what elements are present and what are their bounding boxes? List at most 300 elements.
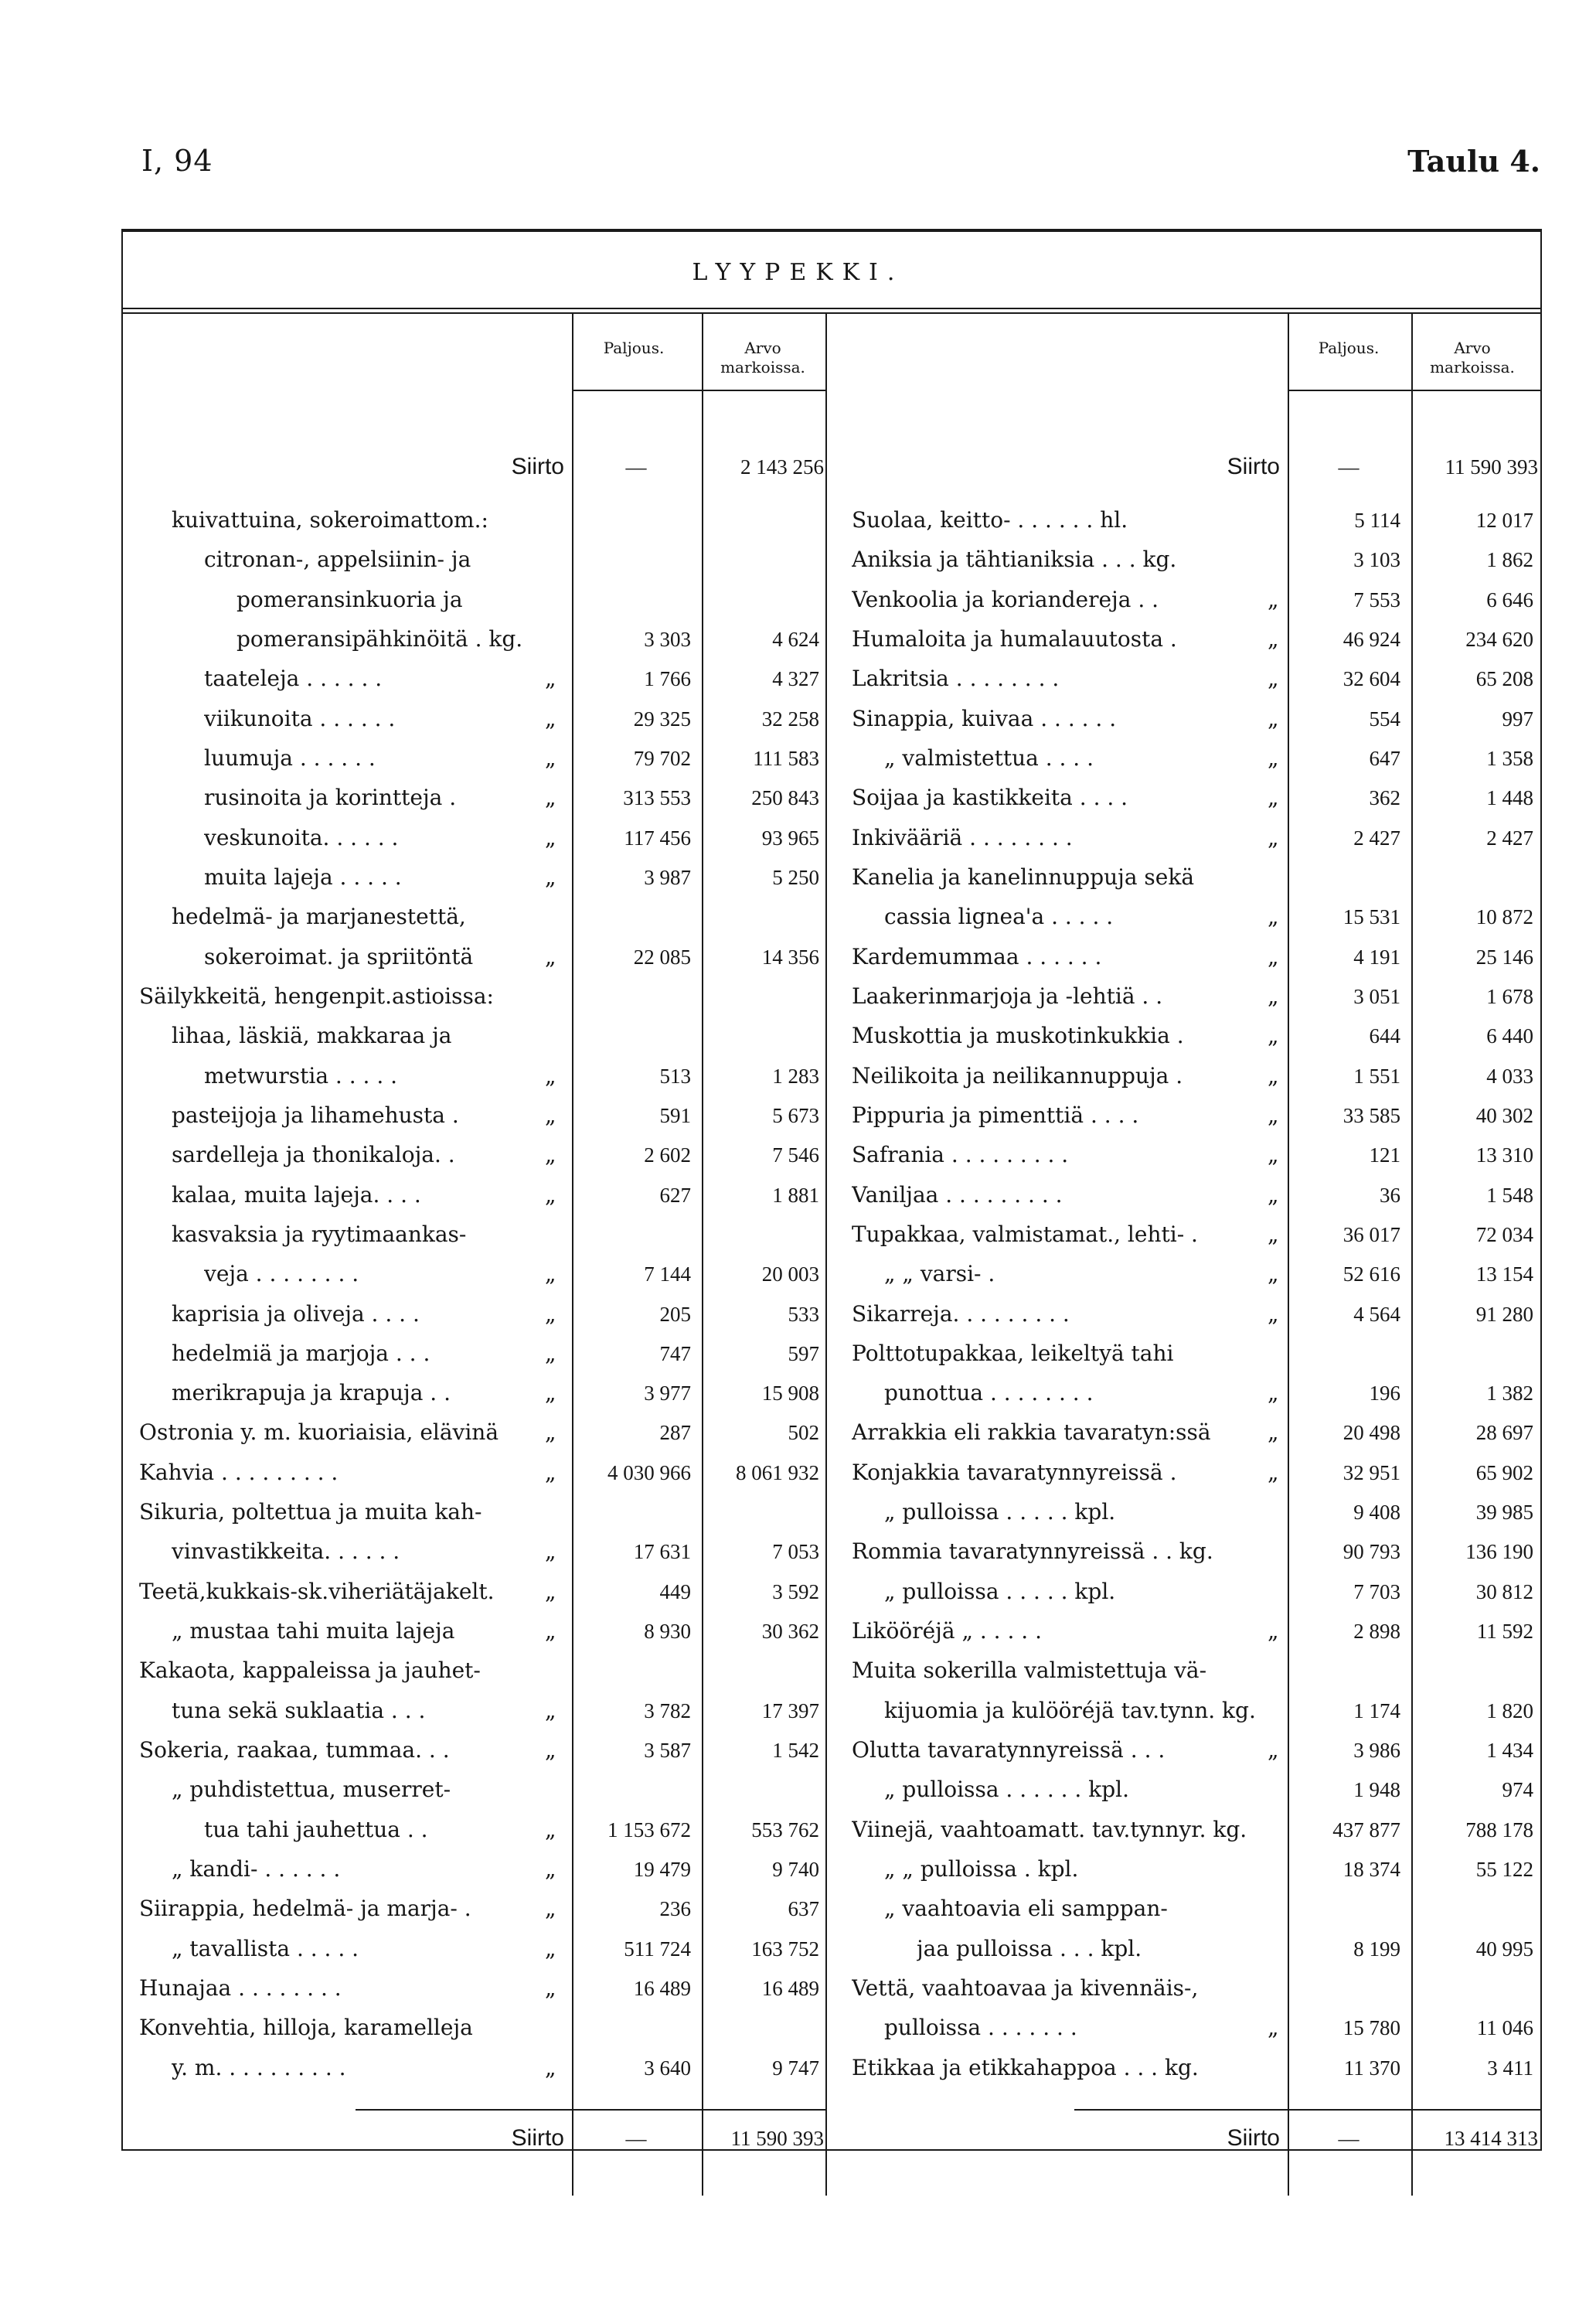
value-cell: 1 548 [1486,1184,1533,1207]
item-label: Teetä,kukkais-sk.viheriätäjakelt. [139,1579,495,1604]
item-label: Polttotupakkaa, leikeltyä tahi [852,1341,1174,1366]
quantity-cell: 362 [1369,786,1400,809]
unit-mark: „ [1268,1261,1279,1286]
value-cell: 1 678 [1486,985,1533,1008]
value-cell: 3 411 [1487,2056,1533,2080]
value-cell: 502 [788,1421,819,1444]
quantity-cell: 17 631 [633,1540,691,1563]
unit-mark: „ [545,785,556,810]
quantity-cell: 121 [1369,1143,1400,1167]
value-cell: 20 003 [761,1262,819,1286]
quantity-cell: 18 374 [1342,1858,1400,1881]
unit-mark: „ [545,706,556,731]
unit-mark: „ [545,1579,556,1604]
item-label: Lakritsia . . . . . . . . [852,666,1060,691]
quantity-cell: 2 427 [1353,826,1400,850]
quantity-cell: 22 085 [633,945,691,969]
unit-mark: „ [545,864,556,890]
value-cell: 1 382 [1486,1382,1533,1405]
value-cell: 250 843 [751,786,819,809]
carry-out-label: Siirto [1227,2125,1280,2151]
item-label: kuivattuina, sokeroimattom.: [172,507,488,533]
quantity-cell: 4 191 [1353,945,1400,969]
value-cell: 4 327 [772,667,819,690]
quantity-cell: 32 604 [1342,667,1400,690]
quantity-cell: 313 553 [623,786,691,809]
right-table-row [0,1611,1596,1651]
quantity-cell: 3 051 [1353,985,1400,1008]
quantity-cell: 5 114 [1354,509,1400,532]
value-cell: 16 489 [761,1977,819,2000]
right-table-row [0,699,1596,739]
quantity-cell: 36 017 [1342,1223,1400,1246]
item-label: Vaniljaa . . . . . . . . . [852,1182,1063,1208]
right-table-row [0,1056,1596,1096]
item-label: „ pulloissa . . . . . kpl. [884,1579,1116,1604]
value-cell: 997 [1502,707,1533,731]
quantity-cell: 29 325 [633,707,691,731]
right-carry-in-row [0,447,1596,487]
item-label: kijuomia ja kulööréjä tav.tynn. kg. [884,1698,1256,1723]
item-label: hedelmiä ja marjoja . . . [172,1341,430,1366]
value-cell: 533 [788,1303,819,1326]
quantity-cell: 3 977 [644,1382,691,1405]
value-cell: 11 592 [1476,1620,1533,1643]
quantity-cell: 3 987 [644,866,691,889]
unit-mark: „ [545,2055,556,2080]
item-label: muita lajeja . . . . . [204,864,402,890]
right-table-row [0,1453,1596,1493]
value-cell: 30 812 [1475,1580,1533,1603]
value-cell: 11 046 [1476,2016,1533,2039]
value-cell: 597 [788,1342,819,1365]
quantity-cell: 1 766 [644,667,691,690]
quantity-cell: 7 703 [1353,1580,1400,1603]
quantity-cell: 52 616 [1342,1262,1400,1286]
quantity-cell: 7 144 [644,1262,691,1286]
value-cell: 12 017 [1475,509,1533,532]
value-cell: 93 965 [761,826,819,850]
item-label: jaa pulloissa . . . kpl. [917,1936,1142,1961]
carry-in-label: Siirto [1227,454,1280,479]
value-cell: 1 862 [1486,548,1533,571]
quantity-cell: 7 553 [1353,588,1400,612]
item-label: Kakaota, kappaleissa ja jauhet- [139,1658,481,1683]
item-label: Neilikoita ja neilikannuppuja . [852,1063,1183,1089]
unit-mark: „ [545,1419,556,1445]
carry-in-label: Siirto [511,454,564,479]
item-label: Kardemummaa . . . . . . [852,944,1102,969]
right-table-row [0,1691,1596,1731]
item-label: luumuja . . . . . . [204,745,376,771]
item-label: veja . . . . . . . . [204,1261,359,1286]
item-label: Venkoolia ja korianderejа . . [852,587,1159,612]
left-value-header: Arvo markoissa. [720,339,805,376]
value-cell: 1 881 [772,1184,819,1207]
unit-mark: „ [1268,1063,1279,1089]
unit-mark: „ [545,1856,556,1882]
quantity-cell: 554 [1369,707,1400,731]
right-table-row [0,2048,1596,2088]
value-cell: 14 356 [761,945,819,969]
right-table-row [0,937,1596,977]
unit-mark: „ [545,1698,556,1723]
right-table-row [0,738,1596,779]
right-table-row [0,1215,1596,1255]
unit-mark: „ [1268,1182,1279,1208]
value-cell: 1 448 [1486,786,1533,809]
value-cell: 1 820 [1486,1699,1533,1722]
right-table-row [0,818,1596,858]
unit-mark: „ [1268,1023,1279,1048]
value-cell: 2 427 [1486,826,1533,850]
value-cell: 30 362 [761,1620,819,1643]
table-title: LYYPEKKI. [692,259,904,286]
value-cell: 55 122 [1475,1858,1533,1881]
unit-mark: „ [545,1063,556,1089]
value-cell: 553 762 [751,1818,819,1842]
unit-mark: „ [1268,944,1279,969]
unit-mark: „ [545,1102,556,1128]
value-cell: 13 154 [1475,1262,1533,1286]
item-label: cassia lignea'a . . . . . [884,904,1114,929]
quantity-cell: 90 793 [1342,1540,1400,1563]
right-table-row [0,659,1596,699]
right-table-row [0,1572,1596,1612]
unit-mark: „ [545,1341,556,1366]
quantity-cell: 1 153 672 [607,1818,691,1842]
item-label: Sokeria, raakaa, tummaa. . . [139,1737,450,1763]
unit-mark: „ [545,944,556,969]
right-table-row [0,1294,1596,1334]
quantity-cell: 3 986 [1353,1739,1400,1762]
item-label: „ „ varsi- . [884,1261,995,1286]
right-table-row [0,1334,1596,1374]
right-table-row [0,897,1596,937]
unit-mark: „ [545,1261,556,1286]
value-cell: 788 178 [1465,1818,1533,1842]
unit-mark: „ [1268,1419,1279,1445]
unit-mark: „ [1268,904,1279,929]
item-label: Rommia tavaratynnyreissä . . kg. [852,1538,1213,1564]
item-label: „ puhdistettua, muserret- [172,1777,451,1802]
unit-mark: „ [545,745,556,771]
value-cell: 234 620 [1465,628,1533,651]
item-label: Laakerinmarjoja ja -lehtiä . . [852,983,1163,1009]
item-label: vinvastikkeita. . . . . . [172,1538,400,1564]
item-label: „ vaahtoavia eli samppan- [884,1896,1168,1921]
item-label: hedelmä- ja marjanestettä, [172,904,466,929]
unit-mark: „ [1268,1618,1279,1644]
value-cell: 91 280 [1475,1303,1533,1326]
item-label: „ kandi- . . . . . . [172,1856,341,1882]
quantity-cell: 287 [659,1421,691,1444]
quantity-cell: 15 531 [1342,905,1400,928]
quantity-cell: 8 199 [1353,1937,1400,1961]
right-table-row [0,1929,1596,1969]
item-label: viikunoita . . . . . . [204,706,396,731]
unit-mark: „ [545,666,556,691]
item-label: Safrania . . . . . . . . . [852,1142,1069,1167]
value-cell: 6 646 [1486,588,1533,612]
unit-mark: „ [545,1380,556,1405]
value-cell: 15 908 [761,1382,819,1405]
value-cell: 4 033 [1486,1065,1533,1088]
value-cell: 9 740 [772,1858,819,1881]
quantity-cell: 2 898 [1353,1620,1400,1643]
item-label: Kahvia . . . . . . . . . [139,1460,339,1485]
quantity-cell: 2 602 [644,1143,691,1167]
unit-mark: „ [545,1737,556,1763]
value-cell: 7 546 [772,1143,819,1167]
right-table-row [0,1175,1596,1215]
item-label: Kanelia ja kanelinnuppuja sekä [852,864,1195,890]
right-table-row [0,580,1596,620]
quantity-cell: 747 [659,1342,691,1365]
quantity-cell: 33 585 [1342,1104,1400,1127]
unit-mark: „ [545,1538,556,1564]
value-cell: 8 061 932 [736,1461,819,1484]
value-cell: 7 053 [772,1540,819,1563]
value-cell: 28 697 [1475,1421,1533,1444]
quantity-cell: 117 456 [624,826,691,850]
right-table-row [0,1770,1596,1810]
item-label: tuna sekä suklaatia . . . [172,1698,426,1723]
right-table-row [0,1651,1596,1691]
quantity-cell: 3 103 [1353,548,1400,571]
value-cell: 4 624 [772,628,819,651]
right-table-row [0,1810,1596,1850]
item-label: tua tahi jauhettua . . [204,1817,428,1842]
value-cell: 72 034 [1475,1223,1533,1246]
right-table-row [0,1531,1596,1572]
item-label: „ tavallista . . . . . [172,1936,359,1961]
quantity-cell: 36 [1380,1184,1400,1207]
quantity-cell: 3 303 [644,628,691,651]
quantity-cell: 196 [1369,1382,1400,1405]
quantity-cell: 46 924 [1342,628,1400,651]
item-label: Muskottia ja muskotinkukkia . [852,1023,1184,1048]
item-label: Konvehtia, hilloja, karamelleja [139,2015,473,2040]
quantity-cell: 19 479 [633,1858,691,1881]
unit-mark: „ [1268,983,1279,1009]
value-cell: 1 283 [772,1065,819,1088]
item-label: Konjakkia tavaratynnyreissä . [852,1460,1177,1485]
quantity-cell: 1 551 [1353,1065,1400,1088]
quantity-cell: 1 174 [1353,1699,1400,1722]
quantity-cell: 3 782 [644,1699,691,1722]
quantity-cell: 20 498 [1342,1421,1400,1444]
unit-mark: „ [545,1182,556,1208]
unit-mark: „ [545,1896,556,1921]
right-value-header: Arvo markoissa. [1430,339,1515,376]
quantity-cell: 205 [659,1303,691,1326]
item-label: Etikkaa ja etikkahappoa . . . kg. [852,2055,1199,2080]
item-label: merikrapuja ja krapuja . . [172,1380,451,1405]
quantity-cell: 4 030 966 [607,1461,691,1484]
value-cell: 136 190 [1465,1540,1533,1563]
right-table-row [0,1373,1596,1413]
quantity-cell: 15 780 [1342,2016,1400,2039]
quantity-cell: 449 [659,1580,691,1603]
item-label: „ „ pulloissa . kpl. [884,1856,1079,1882]
unit-mark: „ [545,1301,556,1327]
quantity-cell: 236 [659,1897,691,1920]
right-table-row [0,1492,1596,1532]
item-label: sardelleja ja thonikaloja. . [172,1142,455,1167]
item-label: Muita sokerilla valmistettuja vä- [852,1658,1207,1683]
unit-mark: „ [1268,1460,1279,1485]
item-label: lihaa, läskiä, makkaraa ja [172,1023,452,1048]
item-label: pasteijoja ja lihamehusta . [172,1102,459,1128]
quantity-cell: 16 489 [633,1977,691,2000]
unit-mark: „ [1268,785,1279,810]
carry-out-quantity: — [625,2127,647,2150]
right-table-row [0,1135,1596,1175]
value-cell: 3 592 [772,1580,819,1603]
item-label: Sikuria, poltettua ja muita kah- [139,1499,482,1525]
quantity-cell: 8 930 [644,1620,691,1643]
carry-in-quantity: — [625,455,647,479]
item-label: Sinappia, kuivaa . . . . . . [852,706,1117,731]
carry-out-value: 11 590 393 [730,2127,824,2150]
item-label: Pippuria ja pimenttiä . . . . [852,1102,1139,1128]
unit-mark: „ [1268,1380,1279,1405]
value-cell: 13 310 [1475,1143,1533,1167]
unit-mark: „ [545,1817,556,1842]
value-cell: 5 250 [772,866,819,889]
quantity-cell: 627 [659,1184,691,1207]
unit-mark: „ [545,1936,556,1961]
value-cell: 637 [788,1897,819,1920]
right-table-row [0,778,1596,818]
value-cell: 17 397 [761,1699,819,1722]
quantity-cell: 32 951 [1342,1461,1400,1484]
unit-mark: „ [1268,1737,1279,1763]
page-number: I, 94 [141,144,213,178]
item-label: „ mustaa tahi muita lajeja [172,1618,455,1644]
right-table-row [0,1968,1596,2008]
right-table-row [0,1730,1596,1770]
right-carry-out-row [0,2118,1596,2158]
right-quantity-header: Paljous. [1318,339,1380,357]
item-label: „ valmistettua . . . . [884,745,1094,771]
item-label: Inkivääriä . . . . . . . . [852,825,1073,850]
right-table-row [0,619,1596,659]
item-label: Arrakkia eli rakkia tavaratyn:ssä [852,1419,1211,1445]
right-table-row [0,1016,1596,1056]
quantity-cell: 11 370 [1343,2056,1400,2080]
quantity-cell: 1 948 [1353,1778,1400,1801]
carry-out-quantity: — [1338,2127,1359,2150]
unit-mark: „ [1268,706,1279,731]
unit-mark: „ [545,1975,556,2001]
value-cell: 111 583 [753,747,819,770]
right-table-row [0,1254,1596,1294]
unit-mark: „ [1268,2015,1279,2040]
quantity-cell: 644 [1369,1024,1400,1048]
value-cell: 9 747 [772,2056,819,2080]
unit-mark: „ [1268,626,1279,652]
value-cell: 974 [1502,1778,1533,1801]
value-cell: 25 146 [1475,945,1533,969]
unit-mark: „ [545,1142,556,1167]
quantity-cell: 437 877 [1332,1818,1400,1842]
value-cell: 39 985 [1475,1501,1533,1524]
item-label: kaprisia ja oliveja . . . . [172,1301,420,1327]
value-cell: 10 872 [1475,905,1533,928]
item-label: Likööréjä „ . . . . . [852,1618,1042,1644]
unit-mark: „ [1268,1221,1279,1247]
unit-mark: „ [1268,1301,1279,1327]
item-label: „ pulloissa . . . . . . kpl. [884,1777,1129,1802]
value-cell: 65 902 [1475,1461,1533,1484]
value-cell: 5 673 [772,1104,819,1127]
carry-out-value: 13 414 313 [1444,2127,1538,2150]
item-label: punottua . . . . . . . . [884,1380,1094,1405]
value-cell: 163 752 [751,1937,819,1961]
carry-in-value: 11 590 393 [1445,455,1538,479]
item-label: rusinoita ja korintteja . [204,785,457,810]
item-label: y. m. . . . . . . . . . [172,2055,346,2080]
value-cell: 1 358 [1486,747,1533,770]
right-table-row [0,1412,1596,1453]
item-label: Hunajaa . . . . . . . . [139,1975,342,2001]
unit-mark: „ [545,1618,556,1644]
right-table-row [0,857,1596,898]
left-quantity-header: Paljous. [603,339,665,357]
quantity-cell: 79 702 [633,747,691,770]
item-label: „ pulloissa . . . . . kpl. [884,1499,1116,1525]
value-cell: 6 440 [1486,1024,1533,1048]
right-table-row [0,1889,1596,1929]
right-table-row [0,540,1596,580]
item-label: Ostronia y. m. kuoriaisia, elävinä [139,1419,499,1445]
unit-mark: „ [1268,745,1279,771]
item-label: Olutta tavaratynnyreissä . . . [852,1737,1166,1763]
quantity-cell: 511 724 [624,1937,691,1961]
value-cell: 40 995 [1475,1937,1533,1961]
item-label: sokeroimat. ja spriitöntä [204,944,474,969]
item-label: Aniksia ja tähtianiksia . . . kg. [852,547,1177,572]
right-table-row [0,2008,1596,2048]
item-label: citronan-, appelsiinin- ja [204,547,471,572]
item-label: Humaloita ja humalauutosta . [852,626,1177,652]
quantity-cell: 4 564 [1353,1303,1400,1326]
unit-mark: „ [1268,1142,1279,1167]
item-label: kalaa, muita lajeja. . . . [172,1182,421,1208]
item-label: Vettä, vaahtoavaa ja kivennäis-, [852,1975,1199,2001]
unit-mark: „ [1268,1102,1279,1128]
unit-mark: „ [545,1460,556,1485]
table-number: Taulu 4. [1407,144,1540,179]
quantity-cell: 513 [659,1065,691,1088]
unit-mark: „ [1268,587,1279,612]
item-label: metwurstia . . . . . [204,1063,398,1089]
quantity-cell: 591 [659,1104,691,1127]
item-label: Siirappia, hedelmä- ja marja- . [139,1896,471,1921]
value-cell: 40 302 [1475,1104,1533,1127]
value-cell: 1 542 [772,1739,819,1762]
value-cell: 65 208 [1475,667,1533,690]
item-label: Säilykkeitä, hengenpit.astioissa: [139,983,494,1009]
right-table-row [0,976,1596,1017]
right-table-row [0,1095,1596,1136]
carry-in-value: 2 143 256 [740,455,824,479]
unit-mark: „ [1268,666,1279,691]
item-label: Suolaa, keitto- . . . . . . hl. [852,507,1128,533]
item-label: Viinejä, vaahtoamatt. tav.tynnyr. kg. [852,1817,1247,1842]
